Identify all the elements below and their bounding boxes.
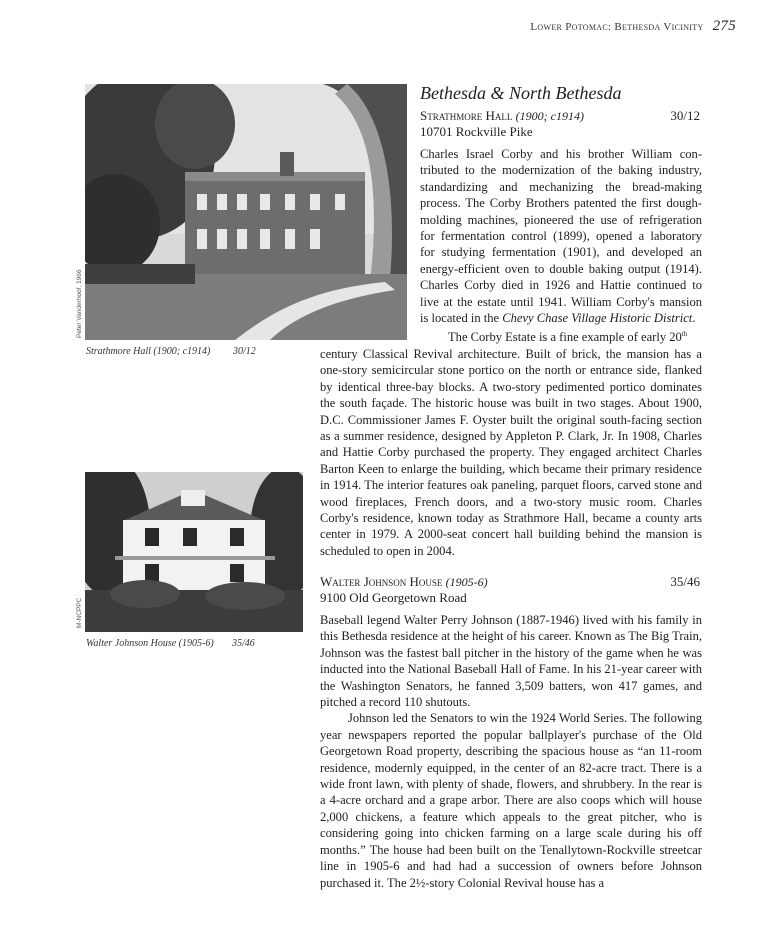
entry-title-strathmore-hall xyxy=(420,108,584,124)
entry-date: (1905-6) xyxy=(445,575,488,589)
text-line: molding machines, pioneered the use of refrigeration xyxy=(420,212,702,227)
walter-johnson-paragraph-2: Johnson led the Senators to win the 1924 World Series. The following year newspapers reported the popular ballplayer's purchase of the Old Georgetown Road property, describing the spacious house as “an 11-room residence, modernly equipped, in the center of an 82-acre tract. There is a wide front lawn, with plenty of shade, flowers, and shrubbery. In the rear is a 4-acre orchard and a grape arbor. There are also coops which will house 2,000 chickens, a feature which appeals to the great pitcher, who is considering going into chicken farming on a large scale during his off months.” The house had been built on the Tenallytown-Rockville streetcar line in 1905-6 and had had a succession of owners before Johnson purchased it. The 2½-story Colonial Revival house has a xyxy=(320,711,702,890)
figure-code-1: 30/12 xyxy=(233,346,256,357)
text-line: The Corby Estate is a fine example of early 20th xyxy=(448,330,688,345)
strathmore-paragraph-1 xyxy=(420,146,702,346)
photo-credit-2: M-NCPPC xyxy=(76,597,83,628)
figure-caption-1: Strathmore Hall (1900; c1914) xyxy=(86,346,211,357)
entry-address-strathmore-hall: 10701 Rockville Pike xyxy=(420,124,533,139)
section-heading: Bethesda & North Bethesda xyxy=(420,83,622,103)
strathmore-hall-photo xyxy=(85,84,407,340)
walter-johnson-text xyxy=(320,612,702,891)
entry-code-walter-johnson-house: 35/46 xyxy=(670,574,700,589)
running-head xyxy=(530,18,736,35)
text-line: tributed to the modernization of the baking industry, xyxy=(420,163,702,178)
text-line: energy-efficient oven to double baking output (1914). xyxy=(420,261,702,276)
figure-code-2: 35/46 xyxy=(232,638,255,649)
district-name: Chevy Chase Village Historic District xyxy=(502,311,693,326)
entry-name: Walter Johnson House xyxy=(320,574,443,589)
text-line: Charles Corby died in 1926 and Hattie continued to xyxy=(420,278,702,293)
text-line: live at the estate until 1941. William Corby's mansion xyxy=(420,294,702,309)
photo-credit-1: Peter Vanderhoof, 1966 xyxy=(76,269,83,338)
entry-name: Strathmore Hall xyxy=(420,108,513,123)
entry-address-walter-johnson-house: 9100 Old Georgetown Road xyxy=(320,590,467,605)
entry-date: (1900; c1914) xyxy=(515,109,584,123)
text-line: process. The Corby Brothers patented the first dough- xyxy=(420,196,702,211)
running-head-title: Lower Potomac: Bethesda Vicinity xyxy=(530,21,704,33)
text-line: is located in the Chevy Chase Village Historic District. xyxy=(420,311,696,326)
text-line: standardizing and mechanizing the bread-making xyxy=(420,179,702,194)
strathmore-paragraph-2: century Classical Revival architecture. Built of brick, the mansion has a one-story semicircular stone portico on the north or entrance side, flanked by identical three-bay blocks. A two-story pedimented portico dominates the south façade. The historic house was built in two stages. About 1900, D.C. Commissioner James F. Oyster built the original south-facing section as a summer residence, designed by Appleton P. Clark, Jr. In 1908, Charles and Hattie Corby purchased the property. They engaged architect Charles Barton Keen to enlarge the building, which became their primary residence in 1914. The interior features oak paneling, parquet floors, carved stone and wood fireplaces, French doors, and a two-story music room. Charles Corby's residence, known today as Strathmore Hall, became a county arts center in 1979. A 2000-seat concert hall building behind the mansion is scheduled to open in 2004. xyxy=(320,347,702,558)
entry-code-strathmore-hall: 30/12 xyxy=(670,108,700,123)
walter-johnson-house-photo xyxy=(85,472,303,632)
walter-johnson-paragraph-1: Baseball legend Walter Perry Johnson (1887-1946) lived with his family in this Bethesda residence at the height of his career. Known as The Big Train, Johnson was the fastest ball pitcher in the history of the game when he was inducted into the National Baseball Hall of Fame. In his 21-year career with the Washington Senators, he fanned 3,509 batters, won 417 games, and pitched a record 110 shutouts. xyxy=(320,613,702,710)
text-line: for studying fermentation (1901), and developed an xyxy=(420,245,702,260)
entry-title-walter-johnson-house xyxy=(320,574,488,590)
page-number: 275 xyxy=(712,18,736,34)
text-line: for fermentation control (1899), opened a laboratory xyxy=(420,229,702,244)
text-line: Charles Israel Corby and his brother William con- xyxy=(420,147,702,161)
figure-caption-2: Walter Johnson House (1905-6) xyxy=(86,638,214,649)
